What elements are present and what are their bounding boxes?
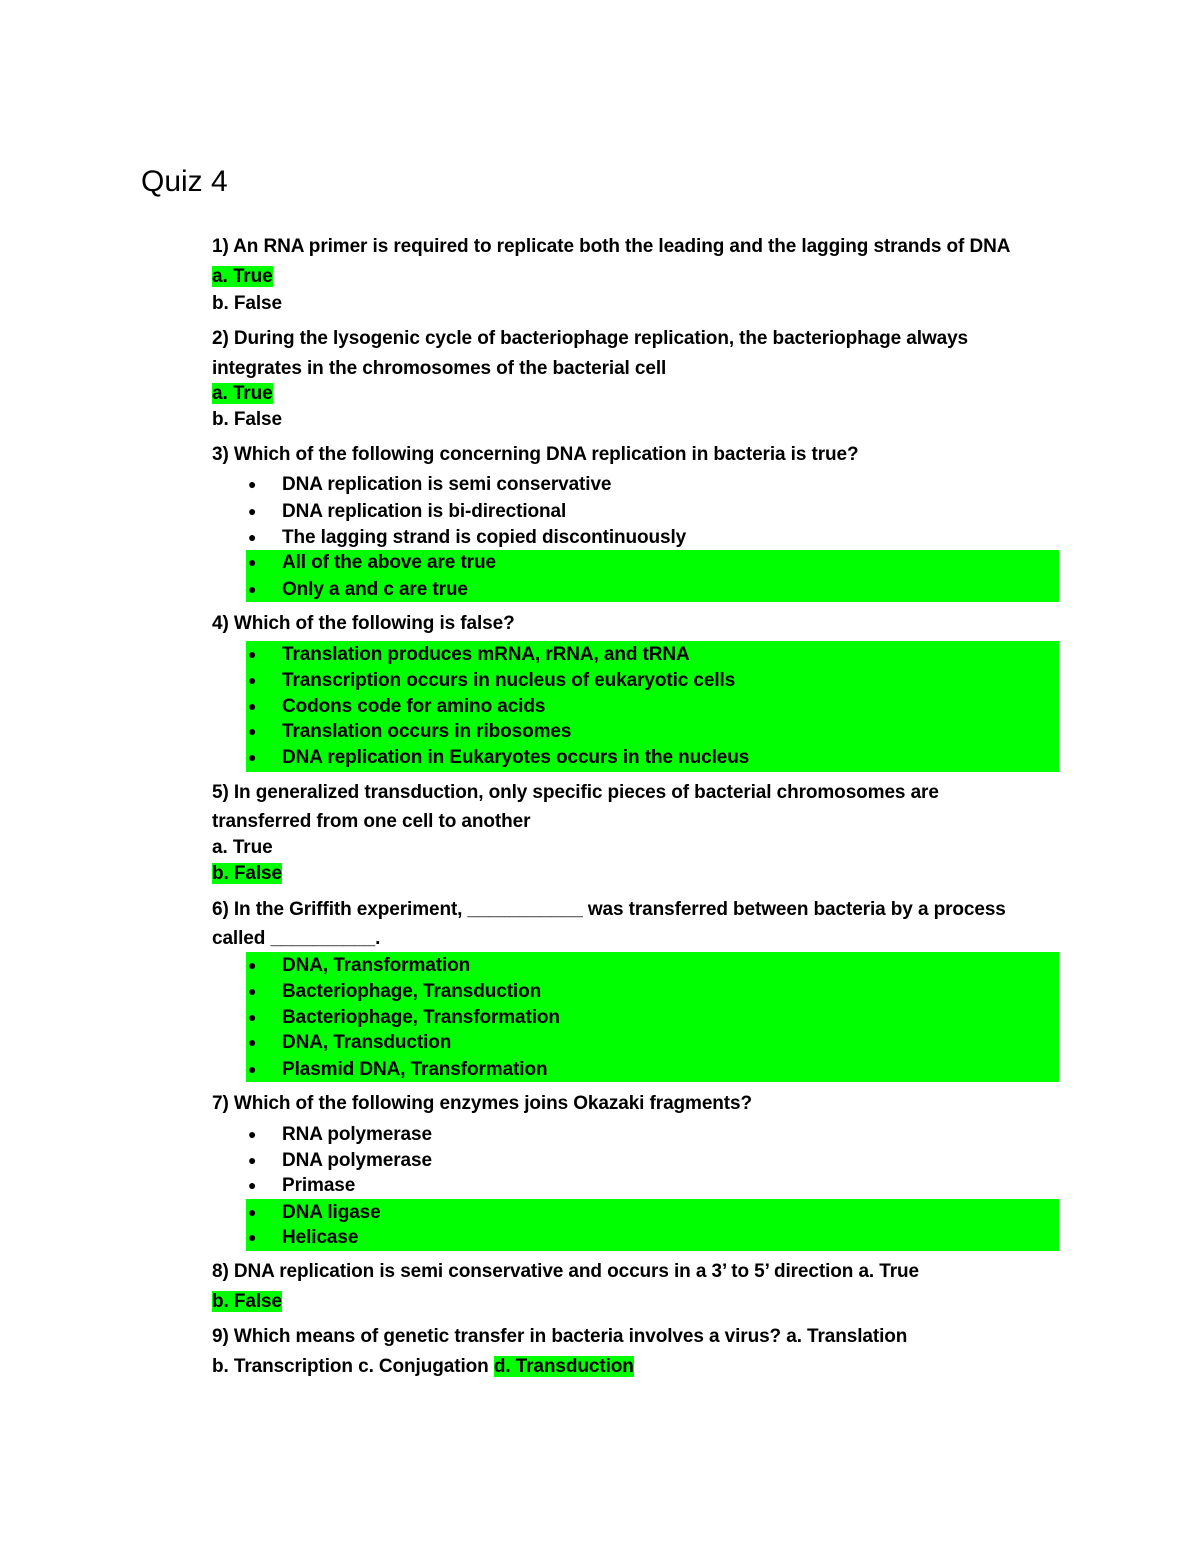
q7-option: ● DNA polymerase	[246, 1147, 432, 1174]
q2-answer-b: b. False	[212, 409, 282, 430]
q1-answer-b: b. False	[212, 293, 282, 314]
bullet-icon: ●	[248, 529, 257, 545]
q4-option: ● Translation produces mRNA, rRNA, and tRNA	[246, 641, 690, 668]
question-5-line-1: 5) In generalized transduction, only specific pieces of bacterial chromosomes are	[212, 782, 939, 803]
q3-option: ● The lagging strand is copied discontinuously	[246, 524, 686, 551]
bullet-icon: ●	[248, 1204, 257, 1220]
q9-options-plain: b. Transcription c. Conjugation	[212, 1356, 494, 1377]
q3-option: ● All of the above are true	[246, 549, 496, 576]
bullet-icon: ●	[248, 646, 257, 662]
q7-option: ● RNA polymerase	[246, 1121, 432, 1148]
bullet-icon: ●	[248, 581, 257, 597]
bullet-icon: ●	[248, 1152, 257, 1168]
q6-option: ● Bacteriophage, Transformation	[246, 1004, 560, 1031]
q7-option: ● DNA ligase	[246, 1199, 381, 1226]
q3-option: ● DNA replication is bi-directional	[246, 498, 566, 525]
bullet-icon: ●	[248, 1034, 257, 1050]
q3-option: ● DNA replication is semi conservative	[246, 471, 611, 498]
question-4: 4) Which of the following is false?	[212, 613, 515, 634]
q3-option: ● Only a and c are true	[246, 576, 468, 603]
page-title: Quiz 4	[141, 165, 228, 198]
bullet-icon: ●	[248, 476, 257, 492]
bullet-icon: ●	[248, 749, 257, 765]
bullet-icon: ●	[248, 1126, 257, 1142]
question-5-line-2: transferred from one cell to another	[212, 811, 531, 832]
q4-option: ● Transcription occurs in nucleus of eukaryotic cells	[246, 667, 735, 694]
q4-option: ● Codons code for amino acids	[246, 693, 545, 720]
q5-answer-b-highlighted: b. False	[212, 863, 282, 884]
question-8: 8) DNA replication is semi conservative and occurs in a 3’ to 5’ direction a. True	[212, 1261, 920, 1282]
question-7: 7) Which of the following enzymes joins Okazaki fragments?	[212, 1093, 753, 1114]
q1-answer-a-highlighted: a. True	[212, 266, 273, 287]
q4-option: ● DNA replication in Eukaryotes occurs in the nucleus	[246, 744, 749, 771]
bullet-icon: ●	[248, 554, 257, 570]
question-9-line-2	[212, 1354, 634, 1380]
bullet-icon: ●	[248, 1229, 257, 1245]
q2-answer-a-highlighted: a. True	[212, 383, 273, 404]
question-3: 3) Which of the following concerning DNA replication in bacteria is true?	[212, 444, 859, 465]
bullet-icon: ●	[248, 957, 257, 973]
question-2-line-1: 2) During the lysogenic cycle of bacteriophage replication, the bacteriophage always	[212, 328, 969, 349]
q8-answer-b-highlighted: b. False	[212, 1291, 282, 1312]
bullet-icon: ●	[248, 672, 257, 688]
q6-option: ● Plasmid DNA, Transformation	[246, 1056, 547, 1083]
q6-option: ● DNA, Transduction	[246, 1029, 451, 1056]
bullet-icon: ●	[248, 723, 257, 739]
bullet-icon: ●	[248, 1177, 257, 1193]
q7-option: ● Helicase	[246, 1224, 358, 1251]
q4-option: ● Translation occurs in ribosomes	[246, 718, 571, 745]
q9-answer-d-highlighted: d. Transduction	[493, 1356, 634, 1377]
question-6-line-2: called __________.	[212, 928, 381, 949]
question-6-line-1: 6) In the Griffith experiment, ___________ was transferred between bacteria by a process	[212, 899, 1006, 920]
bullet-icon: ●	[248, 1061, 257, 1077]
q6-option: ● Bacteriophage, Transduction	[246, 978, 541, 1005]
q6-option: ● DNA, Transformation	[246, 952, 470, 979]
q7-option: ● Primase	[246, 1172, 355, 1199]
question-2-line-2: integrates in the chromosomes of the bacterial cell	[212, 358, 667, 379]
question-9-line-1: 9) Which means of genetic transfer in bacteria involves a virus? a. Translation	[212, 1326, 908, 1347]
bullet-icon: ●	[248, 1009, 257, 1025]
q5-answer-a: a. True	[212, 837, 273, 858]
bullet-icon: ●	[248, 503, 257, 519]
bullet-icon: ●	[248, 698, 257, 714]
bullet-icon: ●	[248, 983, 257, 999]
question-1: 1) An RNA primer is required to replicate both the leading and the lagging strands of DNA	[212, 236, 1011, 257]
